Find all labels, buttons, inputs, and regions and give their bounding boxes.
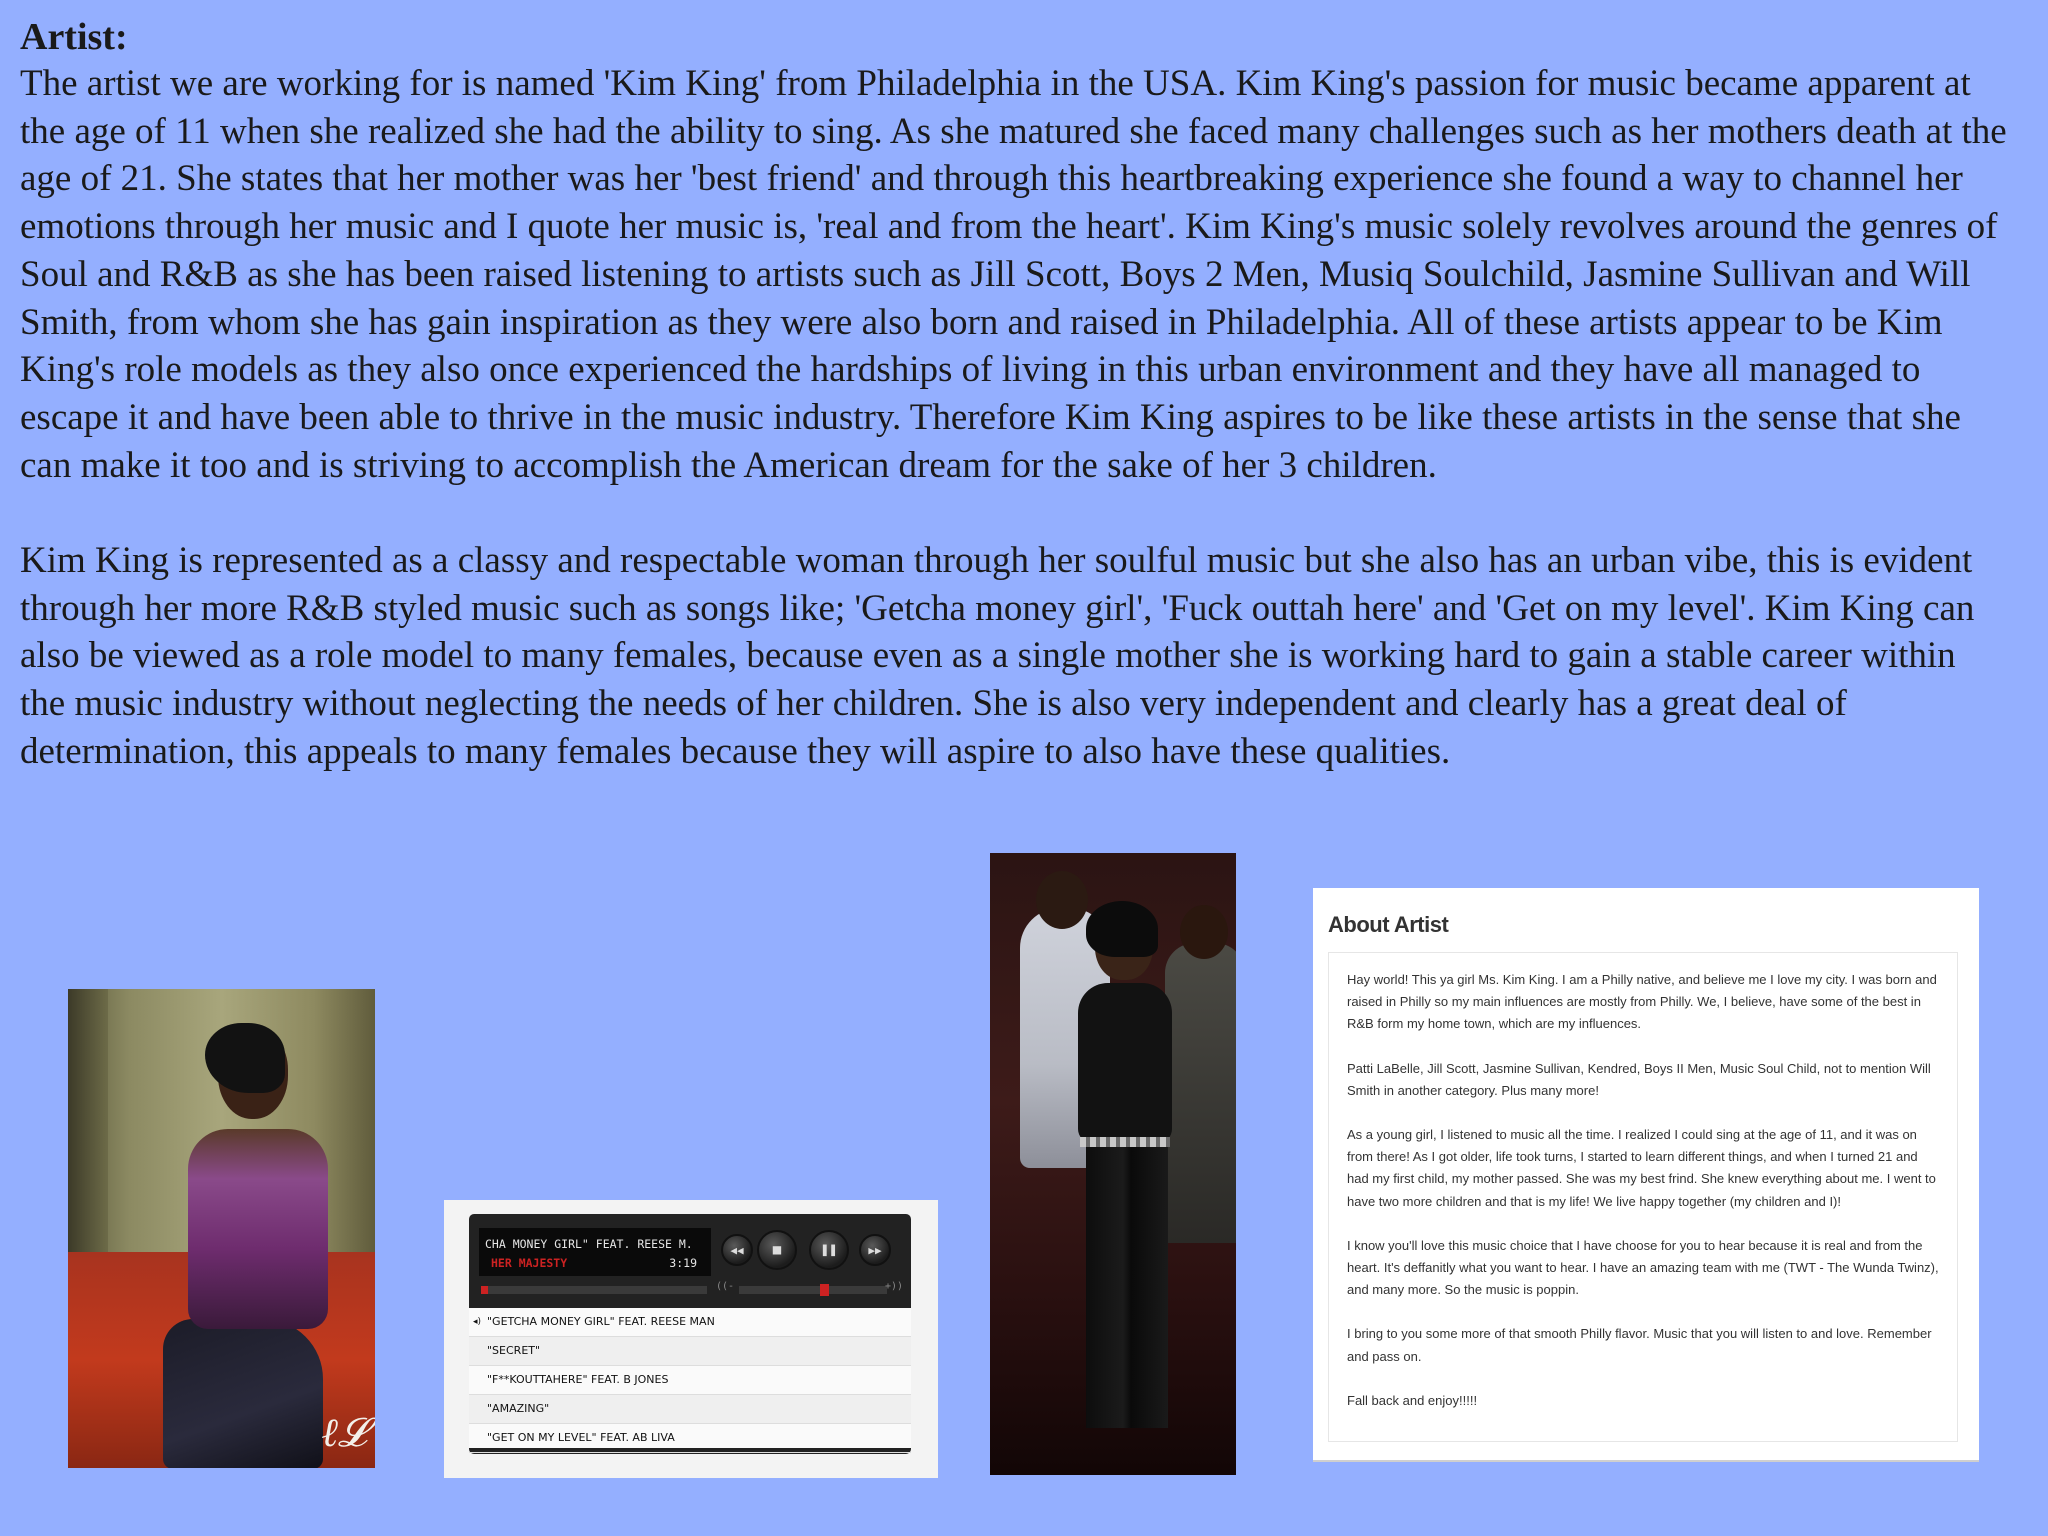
pause-button[interactable] bbox=[809, 1230, 849, 1270]
volume-low-icon: ((- bbox=[716, 1281, 735, 1292]
music-player bbox=[469, 1214, 911, 1454]
artist-legs bbox=[1086, 1138, 1168, 1428]
person-left-head bbox=[1036, 871, 1088, 929]
person-right-head bbox=[1180, 905, 1228, 959]
artist-hair bbox=[1086, 901, 1158, 957]
track-progress-fill bbox=[481, 1286, 488, 1294]
about-paragraph: I know you'll love this music choice that I have choose for you to hear because it is real and from the heart. It's deffanitly what you want to hear. I have an amazing team with me (TWT - The Wunda Twinz), and many more. So the music is poppin. bbox=[1347, 1237, 1939, 1298]
photo-figure bbox=[163, 1029, 333, 1468]
about-paragraph: Fall back and enjoy!!!!! bbox=[1347, 1392, 1478, 1408]
volume-knob[interactable] bbox=[820, 1284, 829, 1296]
article bbox=[20, 14, 2010, 776]
speaker-icon: ◂) bbox=[473, 1317, 482, 1327]
artist-chain-belt bbox=[1080, 1137, 1170, 1147]
about-paragraph: Hay world! This ya girl Ms. Kim King. I am a Philly native, and believe me I love my city. I was born and raised in Philly so my main influences are mostly from Philly. We, I believe, have some of the best in R&B form my home town, which are my influences. bbox=[1347, 972, 1937, 1032]
music-player-screenshot bbox=[444, 1200, 938, 1478]
artist-photo-group bbox=[990, 853, 1236, 1475]
playlist-item-label: "GETCHA MONEY GIRL" FEAT. REESE MAN bbox=[487, 1315, 715, 1328]
about-artist-title: About Artist bbox=[1328, 912, 1449, 937]
playlist-item-label: "SECRET" bbox=[487, 1344, 541, 1357]
volume-high-icon: +)) bbox=[884, 1281, 903, 1292]
playlist-item[interactable] bbox=[469, 1308, 911, 1337]
paragraph-artist-background: The artist we are working for is named 'Kim King' from Philadelphia in the USA. Kim King's passion for music became apparent at the age of 11 when she realized she had the ability to sing. As she matured she faced many challenges such as her mothers death at the age of 21. She states that her mother was her 'best friend' and through this heartbreaking experience she found a way to channel her emotions through her music and I quote her music is, 'real and from the heart'. Kim King's music solely revolves around the genres of Soul and R&B as she has been raised listening to artists such as Jill Scott, Boys 2 Men, Musiq Soulchild, Jasmine Sullivan and Will Smith, from whom she has gain inspiration as they were also born and raised in Philadelphia. All of these artists appear to be Kim King's role models as they also once experienced the hardships of living in this urban environment and they have all managed to escape it and have been able to thrive in the music industry. Therefore Kim King aspires to be like these artists in the sense that she can make it too and is striving to accomplish the American dream for the sake of her 3 children. bbox=[20, 63, 2007, 486]
pause-icon: ❚❚ bbox=[820, 1242, 838, 1258]
artist-body bbox=[1078, 983, 1172, 1143]
person-right-body bbox=[1165, 943, 1236, 1243]
stop-icon: ■ bbox=[772, 1242, 782, 1258]
playlist-item[interactable] bbox=[469, 1395, 911, 1424]
track-time: 3:19 bbox=[669, 1256, 697, 1270]
rewind-icon: ◀◀ bbox=[730, 1243, 744, 1257]
about-paragraph: As a young girl, I listened to music all the time. I realized I could sing at the age of 11, and it was on from there! As I got older, life took turns, I started to learn different things, and when I turned 21 and had my first child, my mother passed. She was my best frind. She knew everything about me. I went to have two more children and that is my life! We live happy together (my children and I)! bbox=[1347, 1127, 1936, 1209]
playlist-item[interactable] bbox=[469, 1424, 911, 1453]
figure-torso bbox=[188, 1129, 328, 1329]
forward-icon: ▶▶ bbox=[868, 1243, 882, 1257]
now-playing-title: CHA MONEY GIRL" FEAT. REESE M. bbox=[485, 1237, 693, 1251]
now-playing-display bbox=[479, 1228, 711, 1276]
playlist-item-label: "F**KOUTTAHERE" FEAT. B JONES bbox=[487, 1373, 669, 1386]
artist-photo-portrait bbox=[68, 989, 375, 1468]
playlist-item[interactable] bbox=[469, 1337, 911, 1366]
paragraph-artist-image: Kim King is represented as a classy and respectable woman through her soulful music but she also has an urban vibe, this is evident through her more R&B styled music such as songs like; 'Getcha money girl', 'Fuck outtah here' and 'Get on my level'. Kim King can also be viewed as a role model to many females, because even as a single mother she is working hard to gain a stable career within the music industry without neglecting the needs of her children. She is also very independent and clearly has a great deal of determination, this appeals to many females because they will aspire to also have these qualities. bbox=[20, 540, 1975, 772]
playlist-item-label: "AMAZING" bbox=[487, 1402, 550, 1415]
photographer-signature: ℓ𝓛 bbox=[321, 1410, 367, 1456]
about-paragraph: I bring to you some more of that smooth Philly flavor. Music that you will listen to and love. Remember and pass on. bbox=[1347, 1326, 1932, 1364]
volume-slider[interactable] bbox=[739, 1286, 887, 1294]
figure-hair bbox=[205, 1023, 285, 1093]
figure-legs bbox=[163, 1319, 323, 1468]
section-heading: Artist: bbox=[20, 16, 128, 58]
now-playing-artist: HER MAJESTY bbox=[491, 1256, 568, 1270]
about-artist-card bbox=[1313, 888, 1979, 1462]
playlist-item-label: "GET ON MY LEVEL" FEAT. AB LIVA bbox=[487, 1431, 675, 1444]
rewind-button[interactable] bbox=[721, 1234, 753, 1266]
track-progress-bar[interactable] bbox=[481, 1286, 707, 1294]
stop-button[interactable] bbox=[757, 1230, 797, 1270]
playlist bbox=[469, 1308, 911, 1448]
forward-button[interactable] bbox=[859, 1234, 891, 1266]
playlist-item[interactable] bbox=[469, 1366, 911, 1395]
about-artist-body bbox=[1328, 952, 1958, 1442]
about-paragraph: Patti LaBelle, Jill Scott, Jasmine Sullivan, Kendred, Boys II Men, Music Soul Child, not to mention Will Smith in another category. Plus many more! bbox=[1347, 1060, 1931, 1098]
